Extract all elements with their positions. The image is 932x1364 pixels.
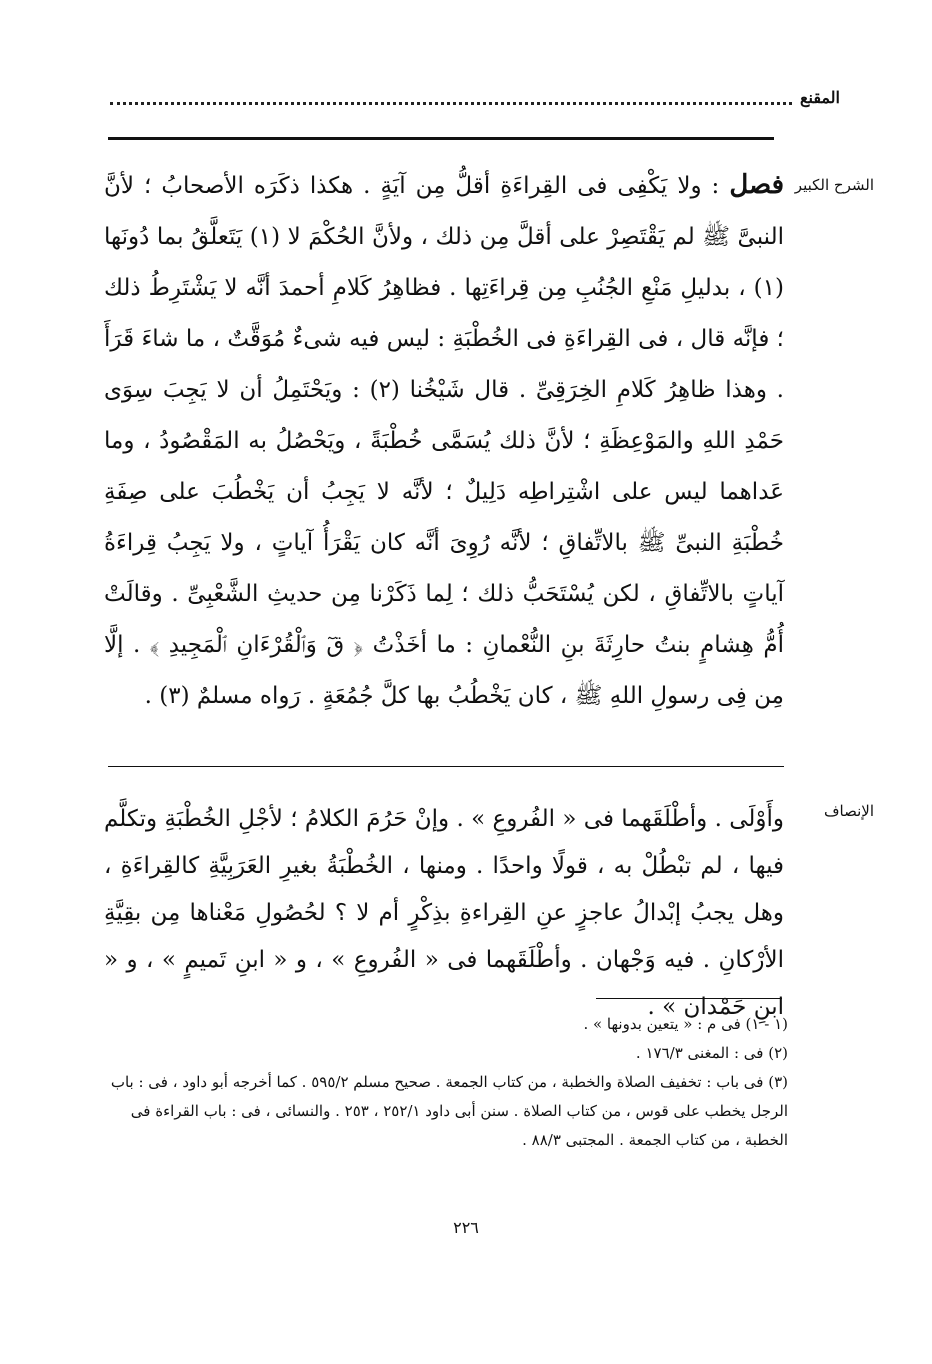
- header-rule: [108, 137, 774, 140]
- footnotes: [104, 1010, 788, 1155]
- dotted-rule: [110, 102, 792, 105]
- insaf-paragraph: وأَوْلَى . وأطْلَقَهما فى « الفُروعِ » . وإنْ حَرُمَ الكلامُ ؛ لأجْلِ الخُطْبَةِ وتكلَّم فيها ، لم تبْطُلْ به ، قولًا واحدًا . ومنها ، الخُطْبَةُ بغيرِ العَرَبِيَّةِ كالقِراءَةِ ، وهل يجبُ إبْدالُ عاجزٍ عنِ القِراءةِ بذِكْرٍ أم لا ؟ لحُصُولِ مَعْناها مِن بقِيَّةِ الأرْكانِ . فيه وَجْهان . وأطْلَقَهما فى « الفُروعِ » ، و « ابنِ تَميمٍ » ، و « ابنِ حَمْدان » .: [104, 806, 784, 1020]
- sharh-body: : ولا يَكْفِى فى القِراءَةِ أقلُّ مِن آيَةٍ . هكذا ذكَرَه الأصحابُ ؛ لأنَّ النبىَّ ﷺ لم يَقْتَصِرْ على أقلَّ مِن ذلك ، ولأنَّ الحُكْمَ لا (١) يَتَعلَّقُ بما دُونَها (١) ، بدليلِ مَنْعِ الجُنُبِ مِن قِراءَتِها . فظاهِرُ كَلامِ أحمدَ أنَّه لا يَشْتَرِطُ ذلك ؛ فإنَّه قال ، فى القِراءَةِ فى الخُطْبَةِ : ليس فيه شىءٌ مُوَقَّتٌ ، ما شاءَ قَرَأَ . وهذا ظاهِرُ كَلامِ الخِرَقِىِّ . قال شَيْخُنا (٢) : ويَحْتَمِلُ أن لا يَجِبَ سِوَى حَمْدِ اللهِ والمَوْعِظَةِ ؛ لأنَّ ذلك يُسَمَّى خُطْبَةً ، ويَحْصُلُ به المَقْصُودُ ، وما عَداهما ليس على اشْتِراطِه دَلِيلٌ ؛ لأنَّه لا يَجِبُ أن يَخْطُبَ على صِفَةِ خُطْبَةِ النبىِّ ﷺ بالاتِّفاقِ ؛ لأنَّه رُوِىَ أنَّه كان يَقْرَأُ آياتٍ ، ولا يَجِبُ قِراءَةُ آياتٍ بالاتِّفاقِ ، لكن يُسْتَحَبُّ ذلك ؛ لِما ذَكَرْنا مِن حديثِ الشَّعْبِىِّ . وقالَتْ أُمُّ هِشامٍ بنتُ حارِثَةَ بنِ النُّعْمانِ : ما أخَذْتُ ﴿ قٓ وَٱلْقُرْءَانِ ٱلْمَجِيدِ ﴾ . إلَّا مِن فِى رسولِ اللهِ ﷺ ، كان يَخْطُبُ بها كلَّ جُمُعَةٍ . رَواه مسلمٌ (٣) .: [104, 173, 784, 709]
- section-lead-word: فصل: [729, 170, 784, 200]
- footnote-item: (٢) فى : المغنى ١٧٦/٣ .: [635, 1044, 788, 1062]
- page-number: ٢٢٦: [453, 1218, 479, 1237]
- running-title: المقنع: [799, 88, 840, 107]
- section-divider: [108, 766, 784, 767]
- footnote-item: (٣) فى باب : تخفيف الصلاة والخطبة ، من كتاب الجمعة . صحيح مسلم ٥٩٥/٢ . كما أخرجه أبو داود ، فى : باب الرجل يخطب على قوس ، من كتاب الصلاة . سنن أبى داود ٢٥٢/١ ، ٢٥٣ . والنسائى ، فى : باب القراءة فى الخطبة ، من كتاب الجمعة . المجتبى ٨٨/٣ .: [110, 1073, 788, 1149]
- section-label-insaf: الإنصاف: [823, 802, 874, 820]
- section-label-sharh: الشرح الكبير: [794, 176, 874, 194]
- insaf-text-block: [104, 796, 784, 1031]
- sharh-text-block: [104, 160, 784, 722]
- running-header: [110, 88, 840, 118]
- sharh-paragraph: [104, 160, 784, 722]
- footnote-item: (١ - ١) فى م : « يتعين بدونها » .: [583, 1015, 788, 1033]
- footnote-rule: [596, 998, 782, 999]
